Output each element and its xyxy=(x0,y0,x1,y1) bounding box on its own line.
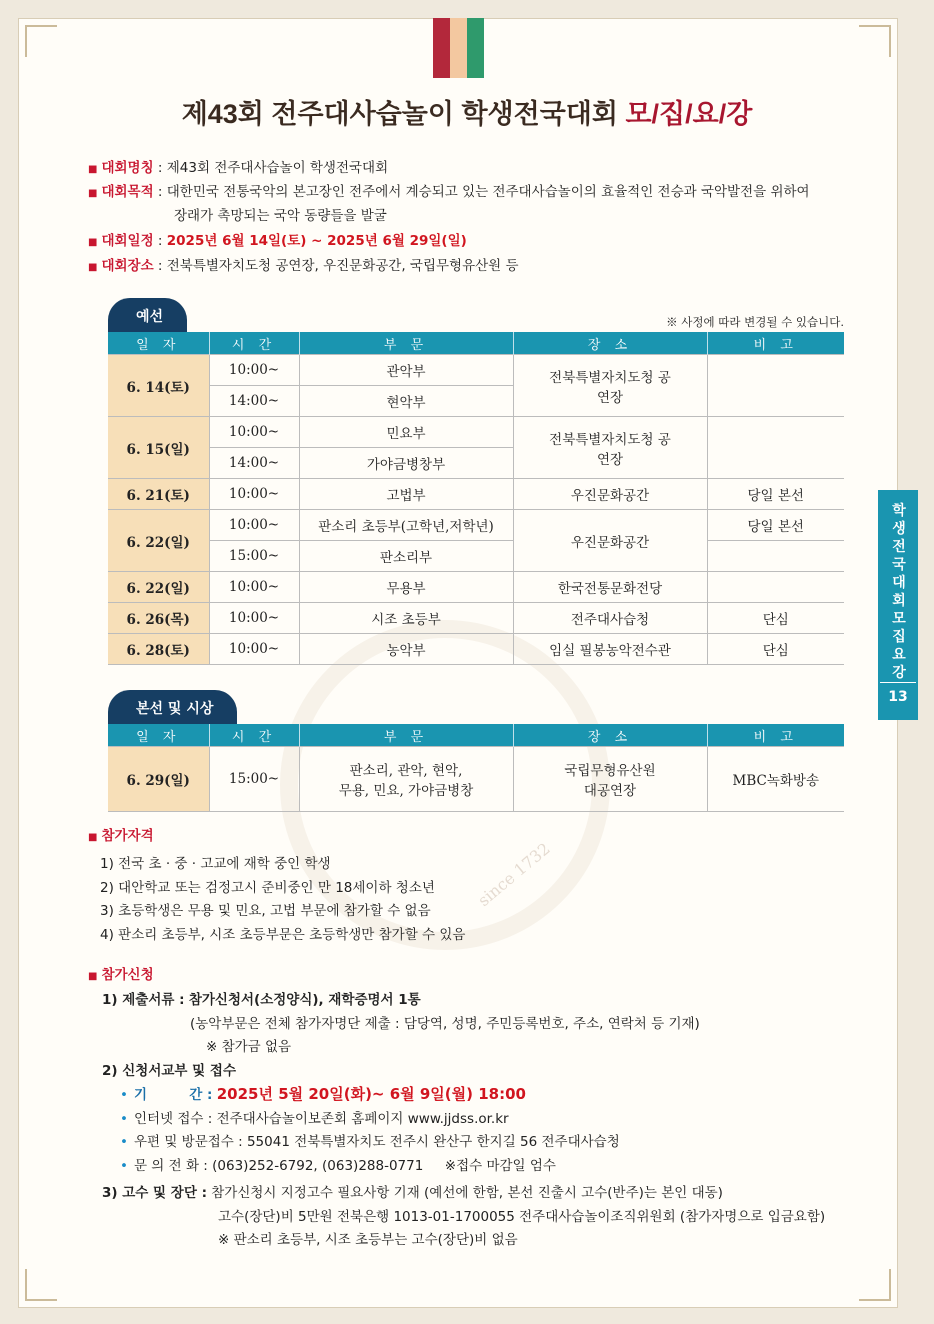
table-row: 14:00~ 가야금병창부 xyxy=(108,448,844,479)
info-purpose: ■ 대회목적 : 대한민국 전통국악의 본고장인 전주에서 계승되고 있는 전주대사습놀이의 효율적인 전승과 국악발전을 위하여 xyxy=(88,184,810,200)
table-row: 6. 29(일) 15:00~ 판소리, 관악, 현악, 무용, 민요, 가야금병창 국립무형유산원 대공연장 MBC녹화방송 xyxy=(108,747,844,812)
list-item: 3) 초등학생은 무용 및 민요, 고법 부문에 참가할 수 없음 xyxy=(100,903,431,919)
table-row: 6. 22(일) 10:00~ 무용부 한국전통문화전당 xyxy=(108,572,844,603)
watermark-text: since 1732 xyxy=(474,838,554,911)
info-name: ■ 대회명칭 : 제43회 전주대사습놀이 학생전국대회 xyxy=(88,160,389,176)
page-number: 13 xyxy=(880,682,916,705)
corner-ornament xyxy=(25,25,57,57)
table-header-row: 일 자 시 간 부 문 장 소 비 고 xyxy=(108,332,844,355)
table-row: 6. 28(토) 10:00~ 농악부 임실 필봉농악전수관 단심 xyxy=(108,634,844,665)
list-item: 1) 전국 초 · 중 · 고교에 재학 중인 학생 xyxy=(100,856,331,872)
title-main: 제43회 전주대사습놀이 학생전국대회 xyxy=(181,99,618,129)
table-row: 6. 21(토) 10:00~ 고법부 우진문화공간 당일 본선 xyxy=(108,479,844,510)
corner-ornament xyxy=(859,25,891,57)
application-details: 1) 제출서류 : 참가신청서(소정양식), 재학증명서 1통 (농악부문은 전체 참가자명단 제출 : 담당역, 성명, 주민등록번호, 주소, 연락처 등 기재) ※ 참가금 없음 2) 신청서교부 및 접수 • 기 간 : 2025년 5월 20일(화)~ 6월 9일(월) 18:00 • 인터넷 접수 : 전주대사습놀이보존회 홈페이지 www.jjdss.or.kr • 우편 및 방문접수 : 55041 전북특별자치도 전주시 완산구 한지길 56 전주대사습청 • 문 의 전 화 : (063)252-6792, (063)288-0771 ※접수 마감일 엄수 3) 고수 및 장단 : 참가신청시 지정고수 필요사항 기재 (예선에 한함, 본선 진출시 고수(반주)는 본인 대동) 고수(장단)비 5만원 전북은행 1013-01-1700055 전주대사습놀이조직위원회 (참가자명으로 입금요함) ※ 판소리 초등부, 시조 초등부는 고수(장단)비 없음 xyxy=(102,992,826,1248)
table-row: 6. 15(일) 10:00~ 민요부 전북특별자치도청 공연장 xyxy=(108,417,844,448)
qualification-list xyxy=(100,853,465,947)
table-row: 6. 14(토) 10:00~ 관악부 전북특별자치도청 공연장 xyxy=(108,355,844,386)
prelim-tab: 예선 xyxy=(108,298,187,332)
table-row: 6. 22(일) 10:00~ 판소리 초등부(고학년,저학년) 우진문화공간 당일 본선 xyxy=(108,510,844,541)
table-row: 14:00~ 현악부 xyxy=(108,386,844,417)
list-item: 2) 대안학교 또는 검정고시 준비중인 만 18세이하 청소년 xyxy=(100,879,435,896)
table-row: 6. 26(목) 10:00~ 시조 초등부 전주대사습청 단심 xyxy=(108,603,844,634)
table-header-row: 일 자 시 간 부 문 장 소 비 고 xyxy=(108,724,844,747)
side-tab-label: 학생전국대회 모집요강 xyxy=(892,503,906,681)
list-item: 4) 판소리 초등부, 시조 초등부문은 초등학생만 참가할 수 있음 xyxy=(100,926,466,943)
page-title xyxy=(0,92,934,131)
corner-ornament xyxy=(859,1269,891,1301)
info-purpose-cont: 장래가 촉망되는 국악 동량들을 발굴 xyxy=(174,208,387,224)
table-row: 15:00~ 판소리부 xyxy=(108,541,844,572)
title-accent: 모/집/요/강 xyxy=(625,99,753,129)
prelim-table xyxy=(108,332,844,665)
final-table xyxy=(108,724,844,812)
info-schedule: ■ 대회일정 : 2025년 6월 14일(토) ~ 2025년 6월 29일(일) xyxy=(88,233,467,249)
prelim-note: ※ 사정에 따라 변경될 수 있습니다. xyxy=(666,315,844,329)
color-ribbon xyxy=(433,18,484,78)
corner-ornament xyxy=(25,1269,57,1301)
qualification-heading: ■ 참가자격 xyxy=(88,828,154,844)
side-section-tab xyxy=(878,490,918,720)
application-heading: ■ 참가신청 xyxy=(88,967,154,983)
final-tab: 본선 및 시상 xyxy=(108,690,237,724)
info-venue: ■ 대회장소 : 전북특별자치도청 공연장, 우진문화공간, 국립무형유산원 등 xyxy=(88,258,519,274)
